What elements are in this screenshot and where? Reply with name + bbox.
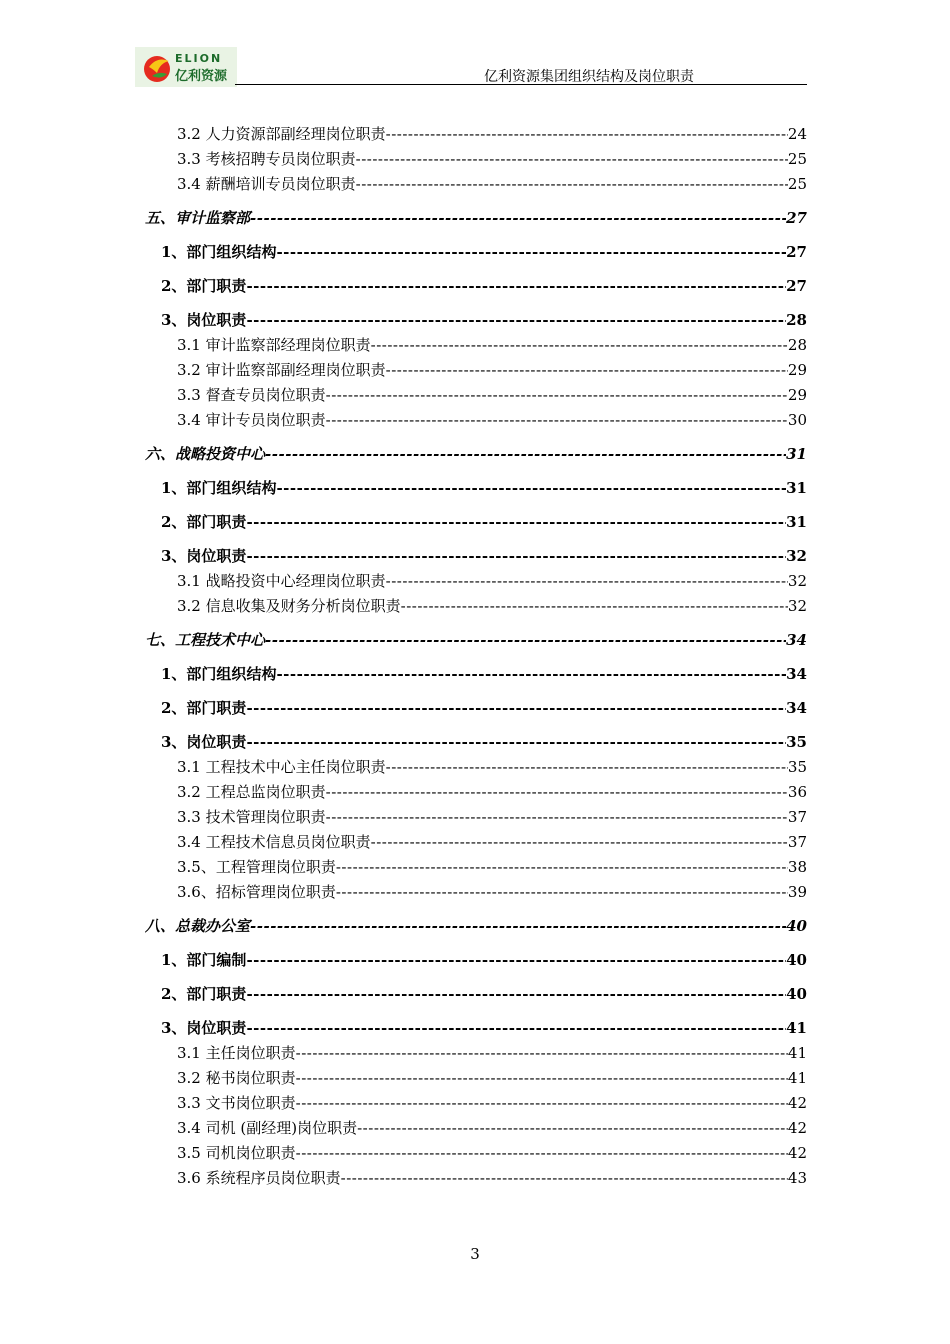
toc-entry-label: 七、工程技术中心 — [145, 631, 266, 649]
toc-entry-page: 28 — [786, 311, 807, 329]
toc-entry-page: 34 — [786, 665, 807, 683]
toc-entry-label: 3.3 技术管理岗位职责 — [177, 808, 326, 826]
toc-entry-page: 43 — [787, 1169, 807, 1187]
toc-entry-page: 32 — [787, 572, 807, 590]
toc-dot-leader — [246, 948, 786, 973]
toc-dot-leader — [246, 1016, 786, 1041]
toc-entry-level-2[interactable] — [145, 476, 807, 501]
toc-entry-page: 27 — [786, 277, 807, 295]
toc-entry-level-3[interactable] — [145, 569, 807, 594]
svg-text:ELION: ELION — [175, 52, 223, 65]
toc-dot-leader — [371, 333, 788, 358]
toc-entry-level-3[interactable] — [145, 147, 807, 172]
toc-dot-leader — [250, 206, 786, 231]
toc-entry-label: 3.5、工程管理岗位职责 — [177, 858, 336, 876]
toc-entry-label: 3.3 督查专员岗位职责 — [177, 386, 326, 404]
toc-dot-leader — [336, 855, 788, 880]
toc-entry-level-3[interactable] — [145, 172, 807, 197]
header-rule — [235, 84, 807, 85]
toc-entry-level-2[interactable] — [145, 696, 807, 721]
svg-text:亿利资源: 亿利资源 — [175, 69, 228, 84]
toc-entry-page: 34 — [786, 631, 807, 649]
toc-entry-label: 1、部门编制 — [161, 951, 247, 969]
toc-entry-label: 3、岗位职责 — [161, 1019, 247, 1037]
toc-entry-label: 2、部门职责 — [161, 277, 247, 295]
toc-entry-page: 35 — [787, 758, 807, 776]
toc-entry-page: 29 — [787, 386, 807, 404]
toc-entry-label: 八、总裁办公室 — [145, 917, 251, 935]
toc-dot-leader — [386, 569, 788, 594]
toc-entry-page: 29 — [787, 361, 807, 379]
toc-entry-page: 32 — [787, 597, 807, 615]
toc-entry-label: 3.1 工程技术中心主任岗位职责 — [177, 758, 386, 776]
toc-entry-page: 25 — [787, 175, 807, 193]
toc-entry-level-2[interactable] — [145, 544, 807, 569]
toc-entry-page: 31 — [786, 513, 807, 531]
toc-entry-level-2[interactable] — [145, 948, 807, 973]
toc-entry-page: 41 — [787, 1069, 807, 1087]
toc-dot-leader — [265, 628, 786, 653]
toc-dot-leader — [276, 662, 786, 687]
toc-entry-label: 3.5 司机岗位职责 — [177, 1144, 296, 1162]
toc-dot-leader — [246, 982, 786, 1007]
toc-entry-page: 41 — [787, 1044, 807, 1062]
toc-entry-label: 1、部门组织结构 — [161, 479, 277, 497]
toc-dot-leader — [250, 914, 786, 939]
toc-entry-label: 3.2 人力资源部副经理岗位职责 — [177, 125, 386, 143]
toc-entry-page: 42 — [787, 1144, 807, 1162]
toc-entry-level-3[interactable] — [145, 408, 807, 433]
toc-entry-page: 39 — [787, 883, 807, 901]
toc-entry-label: 1、部门组织结构 — [161, 243, 277, 261]
toc-dot-leader — [356, 147, 788, 172]
toc-entry-level-2[interactable] — [145, 982, 807, 1007]
toc-entry-page: 37 — [787, 808, 807, 826]
toc-dot-leader — [341, 1166, 788, 1191]
toc-entry-level-3[interactable] — [145, 1066, 807, 1091]
toc-entry-label: 3.4 薪酬培训专员岗位职责 — [177, 175, 356, 193]
toc-entry-label: 3、岗位职责 — [161, 733, 247, 751]
toc-entry-label: 3.4 工程技术信息员岗位职责 — [177, 833, 371, 851]
toc-entry-level-3[interactable] — [145, 830, 807, 855]
toc-entry-page: 40 — [786, 917, 807, 935]
toc-dot-leader — [246, 308, 786, 333]
toc-entry-label: 3.2 审计监察部副经理岗位职责 — [177, 361, 386, 379]
toc-entry-label: 3.1 审计监察部经理岗位职责 — [177, 336, 371, 354]
toc-dot-leader — [276, 476, 786, 501]
toc-entry-level-3[interactable] — [145, 1091, 807, 1116]
toc-entry-label: 3.4 审计专员岗位职责 — [177, 411, 326, 429]
toc-dot-leader — [386, 122, 788, 147]
toc-dot-leader — [401, 594, 788, 619]
toc-entry-level-3[interactable] — [145, 333, 807, 358]
toc-entry-page: 31 — [786, 479, 807, 497]
toc-dot-leader — [246, 544, 786, 569]
toc-entry-page: 42 — [787, 1094, 807, 1112]
toc-entry-level-3[interactable] — [145, 780, 807, 805]
toc-dot-leader — [296, 1091, 788, 1116]
toc-entry-page: 35 — [786, 733, 807, 751]
toc-entry-level-2[interactable] — [145, 308, 807, 333]
toc-dot-leader — [386, 755, 788, 780]
page-header — [135, 44, 807, 88]
toc-entry-level-2[interactable] — [145, 662, 807, 687]
toc-entry-page: 31 — [786, 445, 807, 463]
toc-entry-label: 2、部门职责 — [161, 985, 247, 1003]
toc-dot-leader — [386, 358, 788, 383]
toc-dot-leader — [246, 274, 786, 299]
toc-entry-label: 3.2 信息收集及财务分析岗位职责 — [177, 597, 401, 615]
toc-dot-leader — [326, 805, 788, 830]
page-number: 3 — [470, 1245, 480, 1263]
toc-dot-leader — [336, 880, 788, 905]
toc-entry-label: 3.2 秘书岗位职责 — [177, 1069, 296, 1087]
elion-logo — [135, 47, 237, 87]
toc-entry-page: 28 — [787, 336, 807, 354]
toc-entry-label: 1、部门组织结构 — [161, 665, 277, 683]
toc-dot-leader — [246, 730, 786, 755]
toc-dot-leader — [296, 1066, 788, 1091]
toc-entry-level-3[interactable] — [145, 594, 807, 619]
toc-entry-page: 37 — [787, 833, 807, 851]
toc-entry-label: 3.1 战略投资中心经理岗位职责 — [177, 572, 386, 590]
toc-dot-leader — [326, 383, 788, 408]
toc-dot-leader — [265, 442, 786, 467]
toc-entry-label: 3.4 司机 (副经理)岗位职责 — [177, 1119, 358, 1137]
toc-dot-leader — [246, 510, 786, 535]
toc-entry-level-3[interactable] — [145, 1166, 807, 1191]
toc-entry-page: 25 — [787, 150, 807, 168]
toc-entry-label: 五、审计监察部 — [145, 209, 251, 227]
toc-dot-leader — [371, 830, 788, 855]
toc-entry-level-3[interactable] — [145, 358, 807, 383]
toc-entry-page: 41 — [786, 1019, 807, 1037]
toc-entry-level-2[interactable] — [145, 274, 807, 299]
toc-entry-level-2[interactable] — [145, 510, 807, 535]
toc-entry-page: 40 — [786, 985, 807, 1003]
toc-entry-level-3[interactable] — [145, 805, 807, 830]
toc-entry-page: 40 — [786, 951, 807, 969]
toc-entry-page: 42 — [787, 1119, 807, 1137]
toc-entry-label: 3.6、招标管理岗位职责 — [177, 883, 336, 901]
table-of-contents — [145, 122, 807, 1191]
toc-entry-level-1[interactable] — [145, 914, 807, 939]
toc-entry-page: 24 — [787, 125, 807, 143]
toc-entry-page: 38 — [787, 858, 807, 876]
toc-entry-level-1[interactable] — [145, 628, 807, 653]
toc-dot-leader — [326, 408, 788, 433]
toc-entry-level-3[interactable] — [145, 1116, 807, 1141]
toc-entry-label: 3.1 主任岗位职责 — [177, 1044, 296, 1062]
elion-logo-graphic — [135, 47, 237, 87]
toc-entry-label: 2、部门职责 — [161, 699, 247, 717]
toc-entry-label: 3.3 文书岗位职责 — [177, 1094, 296, 1112]
toc-dot-leader — [357, 1116, 788, 1141]
toc-entry-page: 30 — [787, 411, 807, 429]
toc-dot-leader — [356, 172, 788, 197]
toc-entry-level-3[interactable] — [145, 1041, 807, 1066]
toc-dot-leader — [246, 696, 786, 721]
toc-entry-level-3[interactable] — [145, 855, 807, 880]
toc-entry-label: 3.6 系统程序员岗位职责 — [177, 1169, 341, 1187]
toc-entry-level-3[interactable] — [145, 1141, 807, 1166]
toc-dot-leader — [276, 240, 786, 265]
toc-entry-level-2[interactable] — [145, 1016, 807, 1041]
toc-entry-label: 2、部门职责 — [161, 513, 247, 531]
toc-entry-label: 六、战略投资中心 — [145, 445, 266, 463]
toc-entry-level-1[interactable] — [145, 442, 807, 467]
toc-entry-page: 27 — [786, 209, 807, 227]
toc-entry-label: 3.2 工程总监岗位职责 — [177, 783, 326, 801]
toc-entry-page: 34 — [786, 699, 807, 717]
toc-dot-leader — [296, 1141, 788, 1166]
toc-entry-level-1[interactable] — [145, 206, 807, 231]
toc-entry-level-2[interactable] — [145, 730, 807, 755]
toc-entry-label: 3、岗位职责 — [161, 547, 247, 565]
toc-entry-page: 32 — [786, 547, 807, 565]
toc-dot-leader — [296, 1041, 788, 1066]
header-title: 亿利资源集团组织结构及岗位职责 — [484, 69, 694, 85]
toc-entry-page: 36 — [787, 783, 807, 801]
toc-entry-page: 27 — [786, 243, 807, 261]
toc-entry-level-3[interactable] — [145, 383, 807, 408]
toc-entry-label: 3、岗位职责 — [161, 311, 247, 329]
toc-entry-level-3[interactable] — [145, 880, 807, 905]
toc-entry-level-3[interactable] — [145, 122, 807, 147]
toc-entry-level-3[interactable] — [145, 755, 807, 780]
toc-entry-label: 3.3 考核招聘专员岗位职责 — [177, 150, 356, 168]
toc-dot-leader — [326, 780, 788, 805]
toc-entry-level-2[interactable] — [145, 240, 807, 265]
